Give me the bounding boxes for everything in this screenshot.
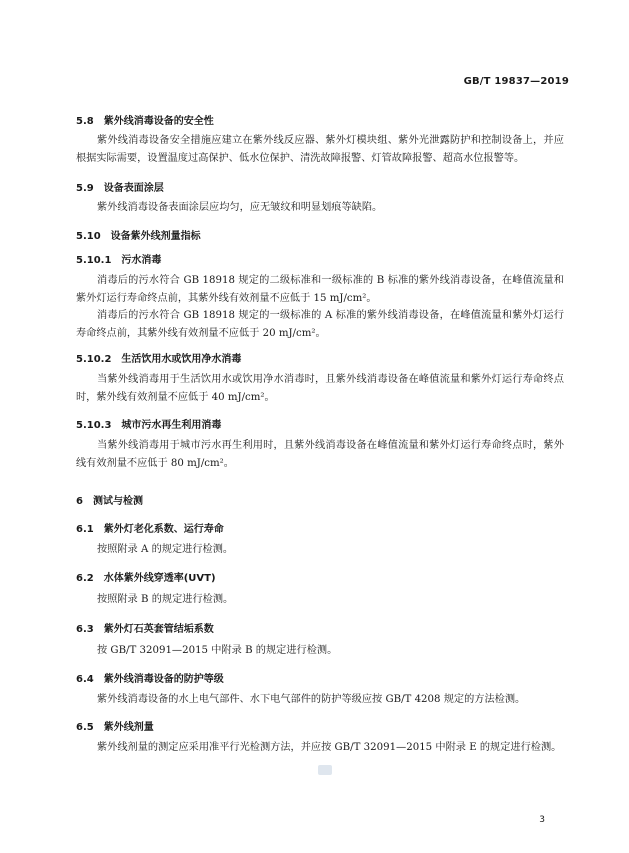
section-6-4-paragraph: 紫外线消毒设备的水上电气部件、水下电气部件的防护等级应按 GB/T 4208 规定的方法检测。 bbox=[97, 694, 526, 705]
section-6-title: 6 测试与检测 bbox=[76, 496, 143, 507]
section-6-3-title: 6.3 紫外灯石英套管结垢系数 bbox=[76, 624, 214, 635]
section-5-8-paragraph: 紫外线消毒设备安全措施应建立在紫外线反应器、紫外灯模块组、紫外光泄露防护和控制设备上，并应根据实际需要，设置温度过高保护、低水位保护、清洗故障报警、灯管故障报警、超高水位报警等。 bbox=[76, 135, 564, 164]
section-6-5-title: 6.5 紫外线剂量 bbox=[76, 722, 154, 733]
section-6-4-title: 6.4 紫外线消毒设备的防护等级 bbox=[76, 674, 224, 685]
section-5-9-title: 5.9 设备表面涂层 bbox=[76, 183, 164, 194]
section-5-10-3-paragraph: 当紫外线消毒用于城市污水再生利用时，且紫外线消毒设备在峰值流量和紫外灯运行寿命终点时，紫外线有效剂量不应低于 80 mJ/cm²。 bbox=[76, 440, 564, 469]
section-5-10-1-title: 5.10.1 污水消毒 bbox=[76, 255, 162, 266]
section-6-1-title: 6.1 紫外灯老化系数、运行寿命 bbox=[76, 524, 224, 535]
section-5-10-2-paragraph: 当紫外线消毒用于生活饮用水或饮用净水消毒时，且紫外线消毒设备在峰值流量和紫外灯运行寿命终点时，紫外线有效剂量不应低于 40 mJ/cm²。 bbox=[76, 374, 564, 403]
section-6-1-paragraph: 按照附录 A 的规定进行检测。 bbox=[97, 544, 234, 555]
standard-number: GB/T 19837—2019 bbox=[463, 76, 569, 87]
section-5-10-1-paragraph-2: 消毒后的污水符合 GB 18918 规定的一级标准的 A 标准的紫外线消毒设备，在峰值流量和紫外灯运行寿命终点前，其紫外线有效剂量不应低于 20 mJ/cm²。 bbox=[76, 310, 564, 339]
section-5-9-paragraph: 紫外线消毒设备表面涂层应均匀，应无皱纹和明显划痕等缺陷。 bbox=[97, 202, 383, 213]
section-5-10-2-title: 5.10.2 生活饮用水或饮用净水消毒 bbox=[76, 354, 242, 365]
section-5-10-3-title: 5.10.3 城市污水再生利用消毒 bbox=[76, 420, 222, 431]
section-5-10-1-paragraph-1: 消毒后的污水符合 GB 18918 规定的二级标准和一级标准的 B 标准的紫外线消毒设备，在峰值流量和紫外灯运行寿命终点前，其紫外线有效剂量不应低于 15 mJ/cm²。 bbox=[76, 275, 564, 304]
section-6-2-paragraph: 按照附录 B 的规定进行检测。 bbox=[97, 594, 234, 605]
section-6-2-title: 6.2 水体紫外线穿透率(UVT) bbox=[76, 573, 216, 584]
page-number: 3 bbox=[539, 815, 545, 825]
section-5-10-title: 5.10 设备紫外线剂量指标 bbox=[76, 231, 201, 242]
section-6-3-paragraph: 按 GB/T 32091—2015 中附录 B 的规定进行检测。 bbox=[97, 645, 338, 656]
watermark-mark bbox=[318, 765, 332, 775]
section-5-8-title: 5.8 紫外线消毒设备的安全性 bbox=[76, 116, 214, 127]
section-6-5-paragraph: 紫外线剂量的测定应采用准平行光检测方法，并应按 GB/T 32091—2015 中附录 E 的规定进行检测。 bbox=[97, 742, 562, 753]
